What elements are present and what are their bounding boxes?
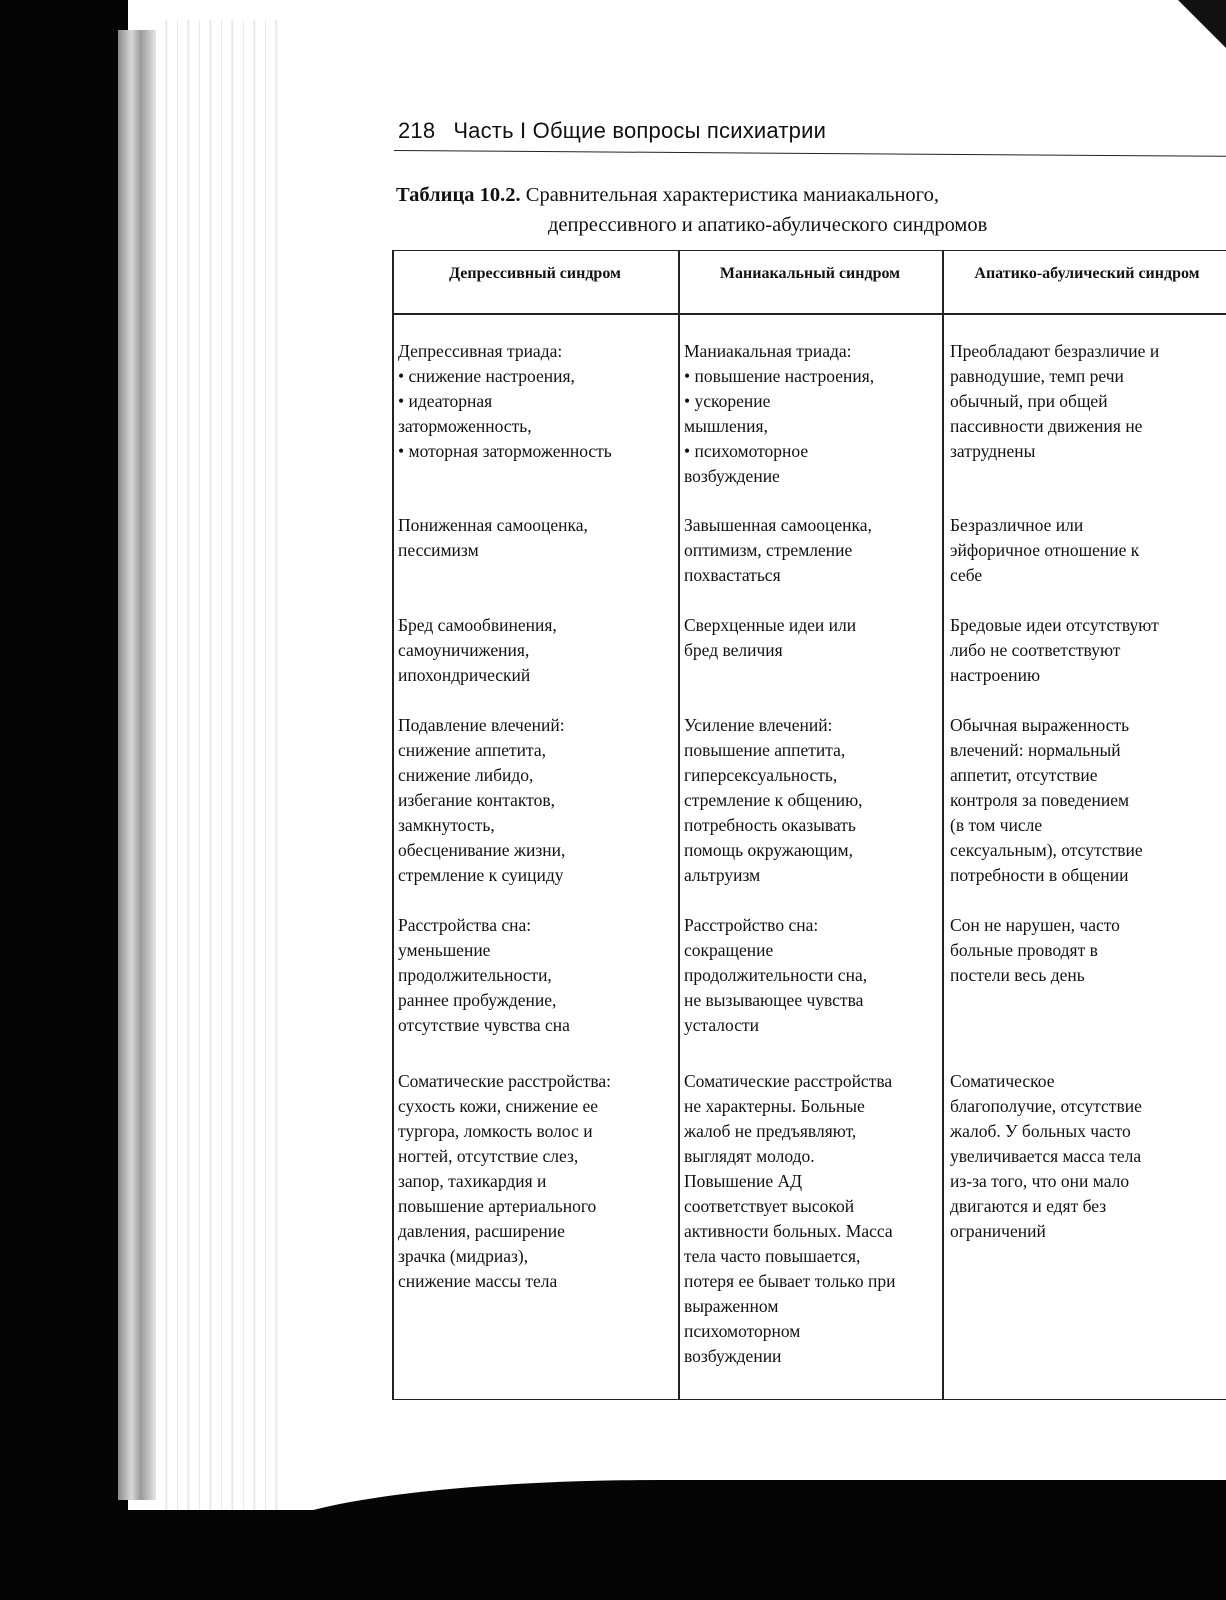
table-cell: Усиление влечений: повышение аппетита, гиперсексуальность, стремление к общению, потребность оказывать помощь окружающим, альтруизм xyxy=(684,715,863,885)
column-header-depressive: Депрессивный синдром xyxy=(449,265,621,282)
table-border-left xyxy=(392,251,394,1399)
table-caption xyxy=(396,180,987,240)
table-cell: Безразличное или эйфоричное отношение к себе xyxy=(950,515,1140,585)
table-cell: Пониженная самооценка, пессимизм xyxy=(398,515,588,560)
comparison-table xyxy=(392,250,1226,1400)
table-cell: Соматические расстройства не характерны. Больные жалоб не предъявляют, выглядят молодо. Повышение АД соответствует высокой активности больных. Масса тела часто повышается, потеря ее бывает только при выраженном психомоторном возбуждении xyxy=(684,1071,896,1366)
scanner-shadow-bottom xyxy=(0,1510,1226,1600)
page-stack-edge xyxy=(156,20,286,1510)
header-divider xyxy=(392,313,1226,315)
caption-line-1: Сравнительная характеристика маниакального, xyxy=(525,184,939,206)
column-divider xyxy=(678,251,680,1399)
book-spine-edge xyxy=(118,30,156,1500)
table-cell: Расстройства сна: уменьшение продолжительности, раннее пробуждение, отсутствие чувства сна xyxy=(398,915,570,1035)
table-cell: Депрессивная триада: • снижение настроения, • идеаторная заторможенность, • моторная заторможенность xyxy=(398,341,612,461)
table-cell: Соматические расстройства: сухость кожи, снижение ее тургора, ломкость волос и ногтей, отсутствие слез, запор, тахикардия и повышение артериального давления, расширение зрачка (мидриаз), снижение массы тела xyxy=(398,1071,612,1291)
caption-line-2: депрессивного и апатико-абулического синдромов xyxy=(548,214,988,236)
table-cell: Сверхценные идеи или бред величия xyxy=(684,615,857,660)
column-header-manic: Маниакальный синдром xyxy=(719,265,901,282)
page-number: 218 xyxy=(398,118,436,143)
table-cell: Преобладают безразличие и равнодушие, темп речи обычный, при общей пассивности движения не затруднены xyxy=(950,341,1160,461)
table-cell: Маниакальная триада: • повышение настроения, • ускорение мышления, • психомоторное возбуждение xyxy=(684,341,875,486)
table-cell: Завышенная самооценка, оптимизм, стремление похвастаться xyxy=(684,515,872,585)
header-rule xyxy=(394,150,1226,157)
running-head xyxy=(398,118,826,144)
scanner-shadow-left xyxy=(0,0,128,1600)
table-cell: Соматическое благополучие, отсутствие жалоб. У больных часто увеличивается масса тела из-за того, что они мало двигаются и едят без ограничений xyxy=(950,1071,1142,1241)
table-cell: Обычная выраженность влечений: нормальный аппетит, отсутствие контроля за поведением (в том числе сексуальным), отсутствие потребности в общении xyxy=(950,715,1143,885)
table-cell: Бредовые идеи отсутствуют либо не соответствуют настроению xyxy=(950,615,1159,685)
table-cell: Бред самообвинения, самоуничижения, ипохондрический xyxy=(398,615,557,685)
running-title: Часть I Общие вопросы психиатрии xyxy=(453,118,827,143)
page-corner xyxy=(1178,0,1226,48)
table-cell: Подавление влечений: снижение аппетита, снижение либидо, избегание контактов, замкнутость, обесценивание жизни, стремление к суициду xyxy=(398,715,566,885)
table-cell: Сон не нарушен, часто больные проводят в постели весь день xyxy=(950,915,1120,985)
table-cell: Расстройство сна: сокращение продолжительности сна, не вызывающее чувства усталости xyxy=(684,915,868,1035)
column-header-apathetic: Апатико-абулический синдром xyxy=(974,265,1200,282)
caption-label: Таблица 10.2. xyxy=(396,184,521,206)
